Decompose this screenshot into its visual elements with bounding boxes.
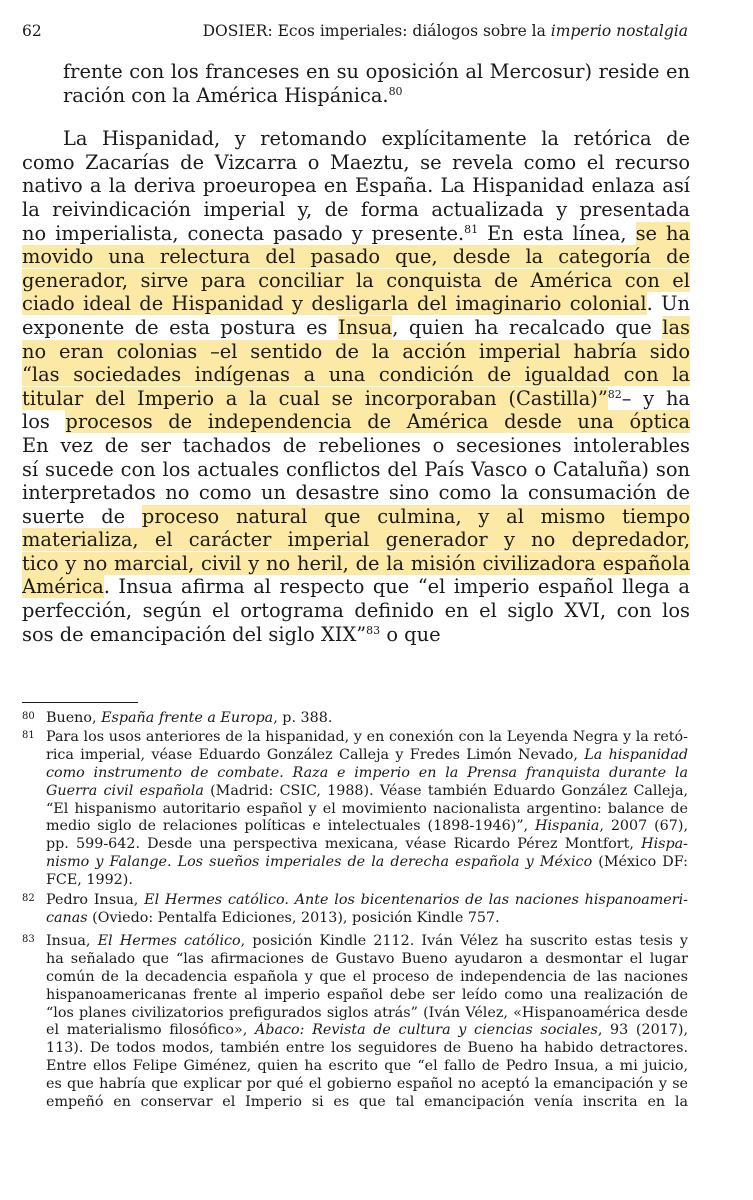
footnote-line: rica imperial, véase Eduardo González Calleja y Fredes Limón Nevado, La hispanidad bbox=[46, 746, 688, 763]
text-line: como Zacarías de Vizcarra o Maeztu, se revela como el recurso bbox=[22, 150, 690, 174]
footnote-number: 81 bbox=[22, 730, 35, 741]
footnote-ref[interactable]: 81 bbox=[464, 222, 479, 236]
footnote-number: 83 bbox=[22, 934, 35, 945]
footnote-line: Bueno, España frente a Europa, p. 388. bbox=[46, 710, 333, 726]
footnote-ref[interactable]: 82 bbox=[607, 387, 622, 401]
text-line: América. Insua afirma al respecto que “el imperio español llega a bbox=[22, 575, 690, 599]
text-line bbox=[22, 340, 690, 364]
page-number: 62 bbox=[22, 22, 42, 40]
text-line: interpretados no como un desastre sino como la consumación de bbox=[22, 481, 690, 505]
text-line bbox=[22, 552, 690, 576]
footnote-line: Entre ellos Felipe Giménez, quien ha escrito que “el fallo de Pedro Insua, a mi juicio, bbox=[46, 1058, 688, 1075]
footnote-line: Pedro Insua, El Hermes católico. Ante los bicentenarios de las naciones hispanoameri- bbox=[46, 892, 688, 908]
footnote-number: 80 bbox=[22, 711, 35, 722]
footnote-line: común de la decadencia española y que el proceso de independencia de las naciones bbox=[46, 968, 688, 985]
text-line: sí sucede con los actuales conflictos del País Vasco o Cataluña) son bbox=[22, 457, 690, 481]
highlight: ciado ideal de Hispanidad y desligarla del imaginario colonial bbox=[22, 292, 647, 316]
highlight: no eran colonias –el sentido de la acción imperial habría sido bbox=[22, 340, 690, 364]
footnote-line: Guerra civil española (Madrid: CSIC, 1988). Véase también Eduardo González Calleja, bbox=[46, 782, 688, 799]
highlight: “las sociedades indígenas a una condición de igualdad con la bbox=[22, 363, 690, 387]
footnote-line: ha señalado que “las afirmaciones de Gustavo Bueno ayudaron a desmontar el lugar bbox=[46, 950, 688, 967]
footnote-line: Para los usos anteriores de la hispanidad, y en conexión con la Leyenda Negra y la retó- bbox=[46, 729, 688, 745]
footnote-line: canas (Oviedo: Pentalfa Ediciones, 2013), posición Kindle 757. bbox=[46, 909, 500, 926]
footnote-number: 82 bbox=[22, 893, 35, 904]
footnote-line: “los planes civilizatorios prefigurados siglos atrás” (Iván Vélez, «Hispanoamérica desde bbox=[46, 1004, 688, 1021]
footnote-line: como instrumento de combate. Raza e imperio en la Prensa franquista durante la bbox=[46, 764, 688, 781]
footnote-separator bbox=[22, 702, 138, 703]
text-line: no imperialista, conecta pasado y presente.$^{81}$ En esta línea, se ha bbox=[22, 222, 690, 246]
running-header bbox=[22, 20, 688, 42]
footnote-line: es que habría que explicar por qué el gobierno español no aceptó la emancipación y se bbox=[46, 1076, 688, 1093]
text-line: ciado ideal de Hispanidad y desligarla del imaginario colonial. Un bbox=[22, 292, 690, 316]
footnote-ref[interactable]: 80 bbox=[388, 84, 403, 98]
text-line: En vez de ser tachados de rebeliones o secesiones intolerables bbox=[22, 433, 690, 457]
text-line: exponente de esta postura es Insua, quien ha recalcado que las bbox=[22, 316, 690, 340]
text-line: La Hispanidad, y retomando explícitamente la retórica de bbox=[63, 127, 690, 151]
footnote-line: FCE, 1992). bbox=[46, 872, 133, 889]
highlight: América bbox=[22, 575, 104, 599]
highlight: titular del Imperio a la cual se incorporaban (Castilla)” bbox=[22, 386, 608, 410]
text-line: nativo a la deriva proeuropea en España. La Hispanidad enlaza así bbox=[22, 174, 690, 198]
footnote-line: “El hispanismo autoritario español y el movimiento nacionalista argentino: balance de bbox=[46, 800, 688, 817]
footnote-ref[interactable]: 83 bbox=[366, 623, 381, 637]
running-title: DOSIER: Ecos imperiales: diálogos sobre la imperio nostalgia bbox=[202, 22, 688, 40]
text-line bbox=[22, 245, 690, 269]
text-line: ración con la América Hispánica.$^{80}$ bbox=[63, 83, 403, 107]
highlight: Insua bbox=[338, 315, 393, 339]
text-line: frente con los franceses en su oposición al Mercosur) reside en bbox=[63, 60, 690, 83]
footnote-line: el materialismo filosófico», Ábaco: Revista de cultura y ciencias sociales, 93 (2017), bbox=[46, 1022, 688, 1039]
footnote-line: hispanoamericanas frente al imperio español debe ser leído como una realización de bbox=[46, 986, 688, 1003]
text-line: la reivindicación imperial y, de forma actualizada y presentada bbox=[22, 197, 690, 221]
footnote-line: pp. 599-642. Desde una perspectiva mexicana, véase Ricardo Pérez Montfort, Hispa- bbox=[46, 836, 688, 853]
text-line bbox=[22, 363, 690, 387]
highlight: tico y no marcial, civil y no heril, de la misión civilizadora española bbox=[22, 552, 690, 576]
footnote-line: 113). De todos modos, también entre los seguidores de Bueno ha habido detractores. bbox=[46, 1040, 688, 1057]
highlight: generador, sirve para conciliar la conquista de América con el bbox=[22, 269, 690, 293]
text-line: suerte de proceso natural que culmina, y al mismo tiempo bbox=[22, 505, 690, 529]
highlight: se ha bbox=[22, 222, 690, 246]
text-line: sos de emancipación del siglo XIX”$^{83}$ o que bbox=[22, 622, 441, 646]
highlight: las bbox=[22, 316, 690, 340]
text-line bbox=[22, 269, 690, 293]
highlight: movido una relectura del pasado que, desde la categoría de bbox=[22, 245, 690, 269]
text-line bbox=[22, 528, 690, 552]
main-text bbox=[22, 60, 690, 646]
highlight: procesos de independencia de América desde una óptica bbox=[22, 410, 690, 434]
text-line: los procesos de independencia de América desde una óptica bbox=[22, 410, 690, 434]
footnote-line: empeñó en conservar el Imperio si es que tal emancipación venía inscrita en la bbox=[46, 1094, 688, 1111]
highlight: proceso natural que culmina, y al mismo tiempo bbox=[22, 505, 690, 529]
footnote-line: Insua, El Hermes católico, posición Kindle 2112. Iván Vélez ha suscrito estas tesis y bbox=[46, 933, 688, 949]
text-line: titular del Imperio a la cual se incorporaban (Castilla)”$^{82}$– y ha bbox=[22, 386, 690, 410]
footnote-line: medio siglo de relaciones políticas e intelectuales (1898-1946)”, Hispania, 2007 (67), bbox=[46, 818, 688, 835]
highlight: materializa, el carácter imperial generador y no depredador, bbox=[22, 528, 690, 552]
footnote-line: nismo y Falange. Los sueños imperiales de la derecha española y México (México DF: bbox=[46, 854, 688, 871]
text-line: perfección, según el ortograma definido en el siglo XVI, con los bbox=[22, 599, 690, 623]
